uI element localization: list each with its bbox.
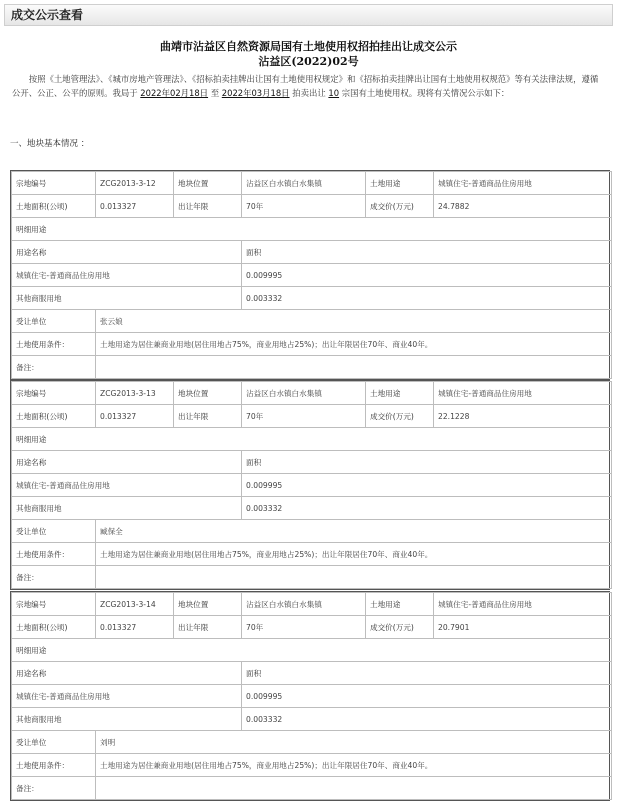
area-value: 0.013327 [96,616,174,639]
term-label: 出让年限 [174,616,242,639]
term-value: 70年 [242,195,366,218]
conditions-label: 土地使用条件： [12,543,96,566]
intro-paragraph [12,72,606,100]
remarks-value [96,777,612,800]
use-name-cell: 其他商服用地 [12,287,242,310]
price-label: 成交价(万元) [366,616,434,639]
use-area-header: 面积 [242,241,612,264]
table-row [12,754,612,777]
table-row [12,356,612,379]
area-label: 土地面积(公顷) [12,195,96,218]
parcel-table [11,592,612,800]
detail-use-label: 明细用途 [12,639,612,662]
conditions-label: 土地使用条件： [12,754,96,777]
location-label: 地块位置 [174,172,242,195]
table-row [12,685,612,708]
winner-value: 臧保全 [96,520,612,543]
parcel-no-value: ZCG2013-3-12 [96,172,174,195]
table-row [12,310,612,333]
intro-text-3: 拍卖出让 [292,88,326,98]
end-date: 2022年03月18日 [221,88,290,98]
location-value: 沾益区白水镇白水集镇 [242,172,366,195]
use-area-cell: 0.003332 [242,497,612,520]
location-value: 沾益区白水镇白水集镇 [242,382,366,405]
notice-title: 曲靖市沾益区自然资源局国有土地使用权招拍挂出让成交公示 [160,40,457,53]
remarks-label: 备注： [12,566,96,589]
location-value: 沾益区白水镇白水集镇 [242,593,366,616]
intro-text-4: 宗国有土地使用权。现将有关情况公示如下： [341,88,510,98]
table-row [12,264,612,287]
intro-text-1: 按照《土地管理法》、《城市房地产管理法》、《招标拍卖挂牌出让国有土地使用权规定》和《招标拍卖挂牌出让国有土地使用权规范》等有关法律法规，遵循公开、公正、公平的原则。我局于 [12,74,599,98]
use-area-cell: 0.003332 [242,708,612,731]
use-name-header: 用途名称 [12,451,242,474]
table-row [12,218,612,241]
parcel-no-label: 宗地编号 [12,593,96,616]
price-label: 成交价(万元) [366,405,434,428]
winner-value: 刘明 [96,731,612,754]
conditions-value: 土地用途为居住兼商业用地(居住用地占75%，商业用地占25%)；出让年限居住70年、商业40年。 [96,754,612,777]
remarks-value [96,566,612,589]
parcel-no-value: ZCG2013-3-14 [96,593,174,616]
parcel-block [10,380,610,590]
table-row [12,172,612,195]
table-row [12,777,612,800]
term-label: 出让年限 [174,195,242,218]
land-use-label: 土地用途 [366,172,434,195]
use-name-cell: 其他商服用地 [12,497,242,520]
use-name-cell: 城镇住宅-普通商品住房用地 [12,474,242,497]
conditions-label: 土地使用条件： [12,333,96,356]
term-value: 70年 [242,616,366,639]
winner-label: 受让单位 [12,520,96,543]
table-row [12,333,612,356]
remarks-label: 备注： [12,356,96,379]
winner-label: 受让单位 [12,731,96,754]
table-row [12,241,612,264]
location-label: 地块位置 [174,382,242,405]
section-heading: 一、地块基本情况 ： [10,139,90,149]
use-area-header: 面积 [242,662,612,685]
use-name-header: 用途名称 [12,241,242,264]
parcel-count: 10 [328,88,340,98]
land-use-value: 城镇住宅-普通商品住房用地 [434,172,612,195]
table-row [12,593,612,616]
parcel-no-label: 宗地编号 [12,382,96,405]
land-use-label: 土地用途 [366,382,434,405]
price-value: 22.1228 [434,405,612,428]
table-row [12,195,612,218]
price-label: 成交价(万元) [366,195,434,218]
parcel-block [10,591,610,801]
location-label: 地块位置 [174,593,242,616]
table-row [12,382,612,405]
area-value: 0.013327 [96,195,174,218]
remarks-value [96,356,612,379]
table-row [12,428,612,451]
use-area-cell: 0.009995 [242,264,612,287]
table-row [12,731,612,754]
use-area-cell: 0.009995 [242,685,612,708]
parcel-table [11,381,612,589]
parcel-no-label: 宗地编号 [12,172,96,195]
intro-text-2: 至 [210,88,220,98]
table-row [12,451,612,474]
price-value: 20.7901 [434,616,612,639]
price-value: 24.7882 [434,195,612,218]
table-row [12,287,612,310]
conditions-value: 土地用途为居住兼商业用地(居住用地占75%，商业用地占25%)；出让年限居住70年、商业40年。 [96,333,612,356]
land-use-label: 土地用途 [366,593,434,616]
use-area-header: 面积 [242,451,612,474]
start-date: 2022年02月18日 [140,88,209,98]
term-label: 出让年限 [174,405,242,428]
remarks-label: 备注： [12,777,96,800]
notice-number: 沾益区(2022)02号 [258,55,359,68]
winner-label: 受让单位 [12,310,96,333]
conditions-value: 土地用途为居住兼商业用地(居住用地占75%，商业用地占25%)；出让年限居住70年、商业40年。 [96,543,612,566]
table-row [12,474,612,497]
area-label: 土地面积(公顷) [12,405,96,428]
table-row [12,520,612,543]
use-name-header: 用途名称 [12,662,242,685]
table-row [12,566,612,589]
table-row [12,405,612,428]
parcel-no-value: ZCG2013-3-13 [96,382,174,405]
use-area-cell: 0.003332 [242,287,612,310]
detail-use-label: 明细用途 [12,218,612,241]
table-row [12,497,612,520]
table-row [12,639,612,662]
table-row [12,543,612,566]
use-name-cell: 城镇住宅-普通商品住房用地 [12,264,242,287]
parcel-table [11,171,612,379]
term-value: 70年 [242,405,366,428]
area-label: 土地面积(公顷) [12,616,96,639]
detail-use-label: 明细用途 [12,428,612,451]
parcel-block [10,170,610,380]
table-row [12,616,612,639]
land-use-value: 城镇住宅-普通商品住房用地 [434,382,612,405]
area-value: 0.013327 [96,405,174,428]
use-name-cell: 其他商服用地 [12,708,242,731]
winner-value: 张云娘 [96,310,612,333]
table-row [12,662,612,685]
use-area-cell: 0.009995 [242,474,612,497]
page-header: 成交公示查看 [4,4,613,26]
use-name-cell: 城镇住宅-普通商品住房用地 [12,685,242,708]
land-use-value: 城镇住宅-普通商品住房用地 [434,593,612,616]
table-row [12,708,612,731]
